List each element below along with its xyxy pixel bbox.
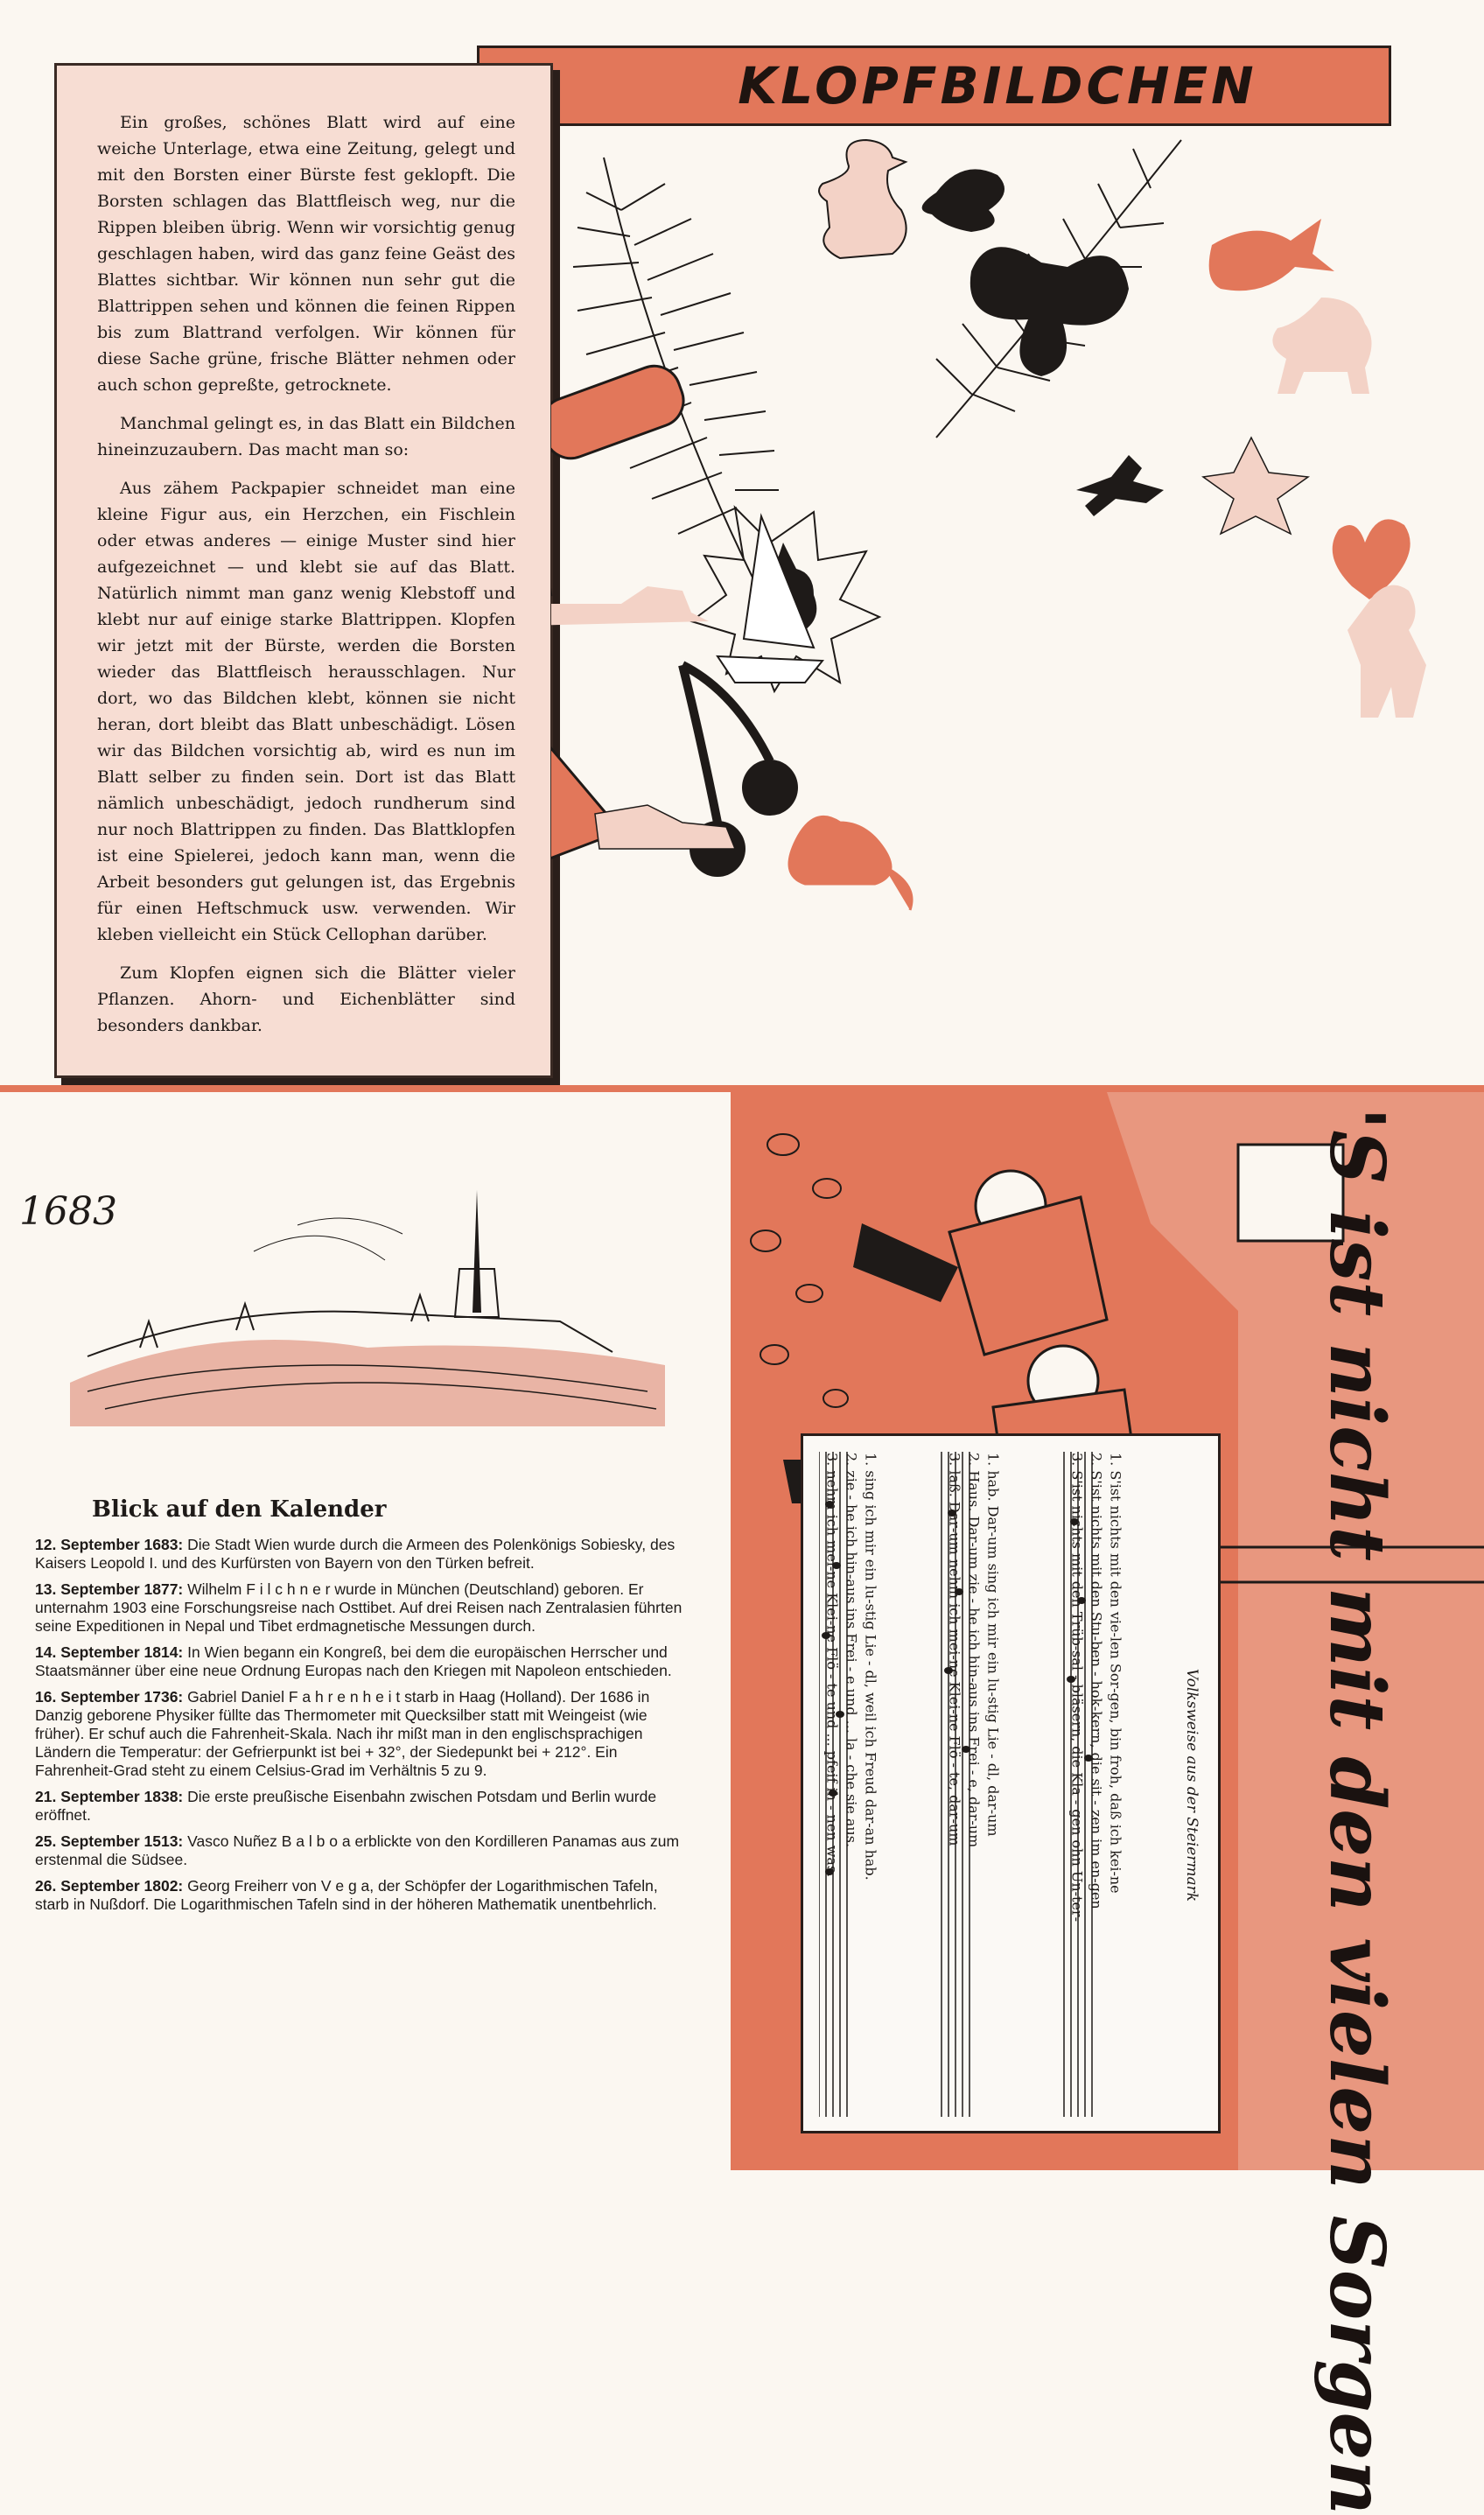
calendar-entry-date: 13. September 1877: <box>35 1580 184 1598</box>
booklet-illustration <box>551 718 621 901</box>
lyric-text: 1. sing ich mir ein lu-stig Lie - dl, weil ich Freud dar-an hab. <box>862 1453 879 1881</box>
lyric-text: 1. S'ist nichts mit den vie-len Sor-gen, bin froh, daß ich kei-ne <box>1107 1453 1124 1894</box>
calendar-entry <box>35 1643 682 1680</box>
lyric-text: 2. Haus. Dar-um zie - he ich hin-aus ins Frei - e, dar-um <box>965 1453 983 1848</box>
calendar-entry-date: 25. September 1513: <box>35 1832 184 1850</box>
lyric-text: 3. S'ist nichts mit den Trüb-sal - bläsern, die Kla - gen ohn Un-ter- <box>1068 1453 1086 1922</box>
page-title: KLOPFBILDCHEN <box>738 56 1257 116</box>
ship-shape <box>551 586 709 626</box>
lyric-line <box>1066 1453 1088 2118</box>
intro-text-box <box>54 63 553 1078</box>
calendar-entry <box>35 1580 682 1636</box>
song-source: Volksweise aus der Steiermark <box>1183 1668 1200 1902</box>
calendar-entry-text: In Wien begann ein Kongreß, bei dem die europäischen Herrscher und Staatsmänner über eine neue Ordnung Europas nach den Kriegen mit Napoleon entschieden. <box>35 1643 672 1679</box>
lyric-text: 2. zie - he ich hin-aus ins Frei - e und ... la - che sie aus. <box>843 1453 860 1848</box>
brush-illustration <box>551 359 690 466</box>
calendar-entry <box>35 1788 682 1825</box>
calendar-entry <box>35 1832 682 1869</box>
intro-paragraph: Zum Klopfen eignen sich die Blätter vieler Pflanzen. Ahorn- und Eichenblätter sind besonders dankbar. <box>97 963 515 1035</box>
duck-shape <box>819 140 906 258</box>
intro-paragraph: Ein großes, schönes Blatt wird auf eine weiche Unterlage, etwa eine Zeitung, gelegt und mit den Borsten einer Bürste fest geklopft. Die Borsten schlagen das Blattfleisch weg, nur die Rippen bleiben übrig. Wenn wir vorsichtig genug geschlagen haben, wird das ganz feine Geäst des Blattes sichtbar. Wir können nun sehr gut die Blattrippen sehen und können die feinen Rippen bis zum Blattrand verfolgen. Wir können für diese Sache grüne, frische Blätter nehmen oder auch schon gepreßte, getrocknete. <box>97 113 515 395</box>
calendar-entry <box>35 1688 682 1780</box>
lyric-text: 1. hab. Dar-um sing ich mir ein lu-stig Lie - dl, dar-um <box>984 1453 1002 1837</box>
song-source-container <box>1174 1444 1209 2126</box>
lyric-text: 3. nehm ich mei-ne Klei-ne Flö - te und ... pfeif ih - nen was. <box>823 1453 841 1878</box>
hat-shape <box>922 169 1004 232</box>
butterfly-shape <box>970 247 1129 376</box>
child-figure-shape <box>1348 585 1426 718</box>
lyric-text: 2. S'ist nichts mit den Stu-ben - hok-kern, die sit - zen im en-gen <box>1088 1453 1105 1909</box>
calendar-entry-date: 21. September 1838: <box>35 1788 184 1805</box>
star-shape <box>1203 438 1308 534</box>
calendar-entry-text: Die Stadt Wien wurde durch die Armeen des Polenkönigs Sobiesky, des Kaisers Leopold I. und des Kurfürsten von Bayern von den Türken befreit. <box>35 1536 676 1572</box>
calendar-entry <box>35 1536 682 1573</box>
song-title-container <box>1251 1103 1461 2515</box>
calendar-list <box>35 1536 682 2078</box>
intro-paragraph: Aus zähem Packpapier schneidet man eine kleine Figur aus, ein Herzchen, ein Fischlein oder etwas anderes — einige Muster sind hier aufgezeichnet — und klebt sie auf das Blatt. Natürlich nimmt man ganz wenig Klebstoff und klebt nur auf einige starke Blattrippen. Klopfen wir jetzt mit der Bürste, werden die Borsten wieder das Blattfleisch herausschlagen. Nur dort, wo das Bildchen klebt, können sie nicht heran, dort bleibt das Blatt unbeschädigt. Lösen wir das Bildchen vorsichtig ab, wird es nun im Blatt selber zu finden sein. Dort ist das Blatt nämlich unbeschädigt, jedoch rundherum sind nur noch Blattrippen zu finden. Das Blattklopfen ist eine Spielerei, jedoch kann man, wenn die Arbeit besonders gut gelungen ist, das Ergebnis für einen Heftschmuck usw. verwenden. Wir kleben vielleicht ein Stück Cellophan darüber. <box>97 479 515 944</box>
calendar-entry-text: Vasco Nuñez B a l b o a erblickte von den Kordilleren Panamas aus zum erstenmal die Südsee. <box>35 1832 680 1868</box>
calendar-entry-date: 26. September 1802: <box>35 1877 184 1895</box>
calendar-entry <box>35 1877 682 1914</box>
year-label: 1683 <box>19 1189 117 1234</box>
calendar-entry-text: Georg Freiherr von V e g a, der Schöpfer der Logarithmischen Tafeln, starb in Nußdorf. Die Logarithmischen Tafeln sind in der höheren Mathematik unentbehrlich. <box>35 1877 658 1913</box>
lyric-text: 3. laß. Dar-um nehm ich mei-ne Klei-ne Flö - te, dar-um <box>946 1453 963 1846</box>
section-divider <box>0 1085 1484 1092</box>
calendar-entry-date: 14. September 1814: <box>35 1643 184 1661</box>
intro-paragraph: Manchmal gelingt es, in das Blatt ein Bildchen hineinzuzaubern. Das macht man so: <box>97 414 515 459</box>
calendar-entry-text: Wilhelm F i l c h n e r wurde in München (Deutschland) geboren. Er unternahm 1903 eine Forschungsreise nach Osttibet. Auf drei Reisen nach Zentralasien führten seine Expeditionen in Nepal und Tibet erdmagnetische Messungen durch. <box>35 1580 682 1635</box>
vienna-sketch-illustration <box>35 1138 700 1426</box>
calendar-entry-text: Gabriel Daniel F a h r e n h e i t starb in Haag (Holland). Der 1686 in Danzig geborene Physiker füllte das Thermometer mit Quecksilber statt mit Weingeist (wie früher). Er schuf auch die Fahrenheit-Skala. Nach ihr mißt man in den englischsprachigen Ländern die Temperatur: der Gefrierpunkt ist bei + 32°, der Siedepunkt bei + 212°. Ein Fahrenheit-Grad steht zu einem Celsius-Grad im Verhältnis 5 zu 9. <box>35 1688 650 1779</box>
fish-shape-orange <box>1209 219 1334 291</box>
calendar-heading: Blick auf den Kalender <box>92 1496 387 1523</box>
calendar-entry-date: 16. September 1736: <box>35 1688 184 1706</box>
mouse-shape <box>789 816 912 910</box>
song-title: 'S ist nicht mit den vielen Sorgen <box>1312 1107 1401 2515</box>
lyric-line <box>821 1453 844 2118</box>
calendar-entry-text: Die erste preußische Eisenbahn zwischen Potsdam und Berlin wurde eröffnet. <box>35 1788 657 1824</box>
dog-shape <box>1272 298 1371 394</box>
illustrations <box>551 123 1484 1085</box>
airplane-shape <box>1076 455 1164 516</box>
lyric-line <box>943 1453 966 2118</box>
calendar-entry-date: 12. September 1683: <box>35 1536 184 1553</box>
